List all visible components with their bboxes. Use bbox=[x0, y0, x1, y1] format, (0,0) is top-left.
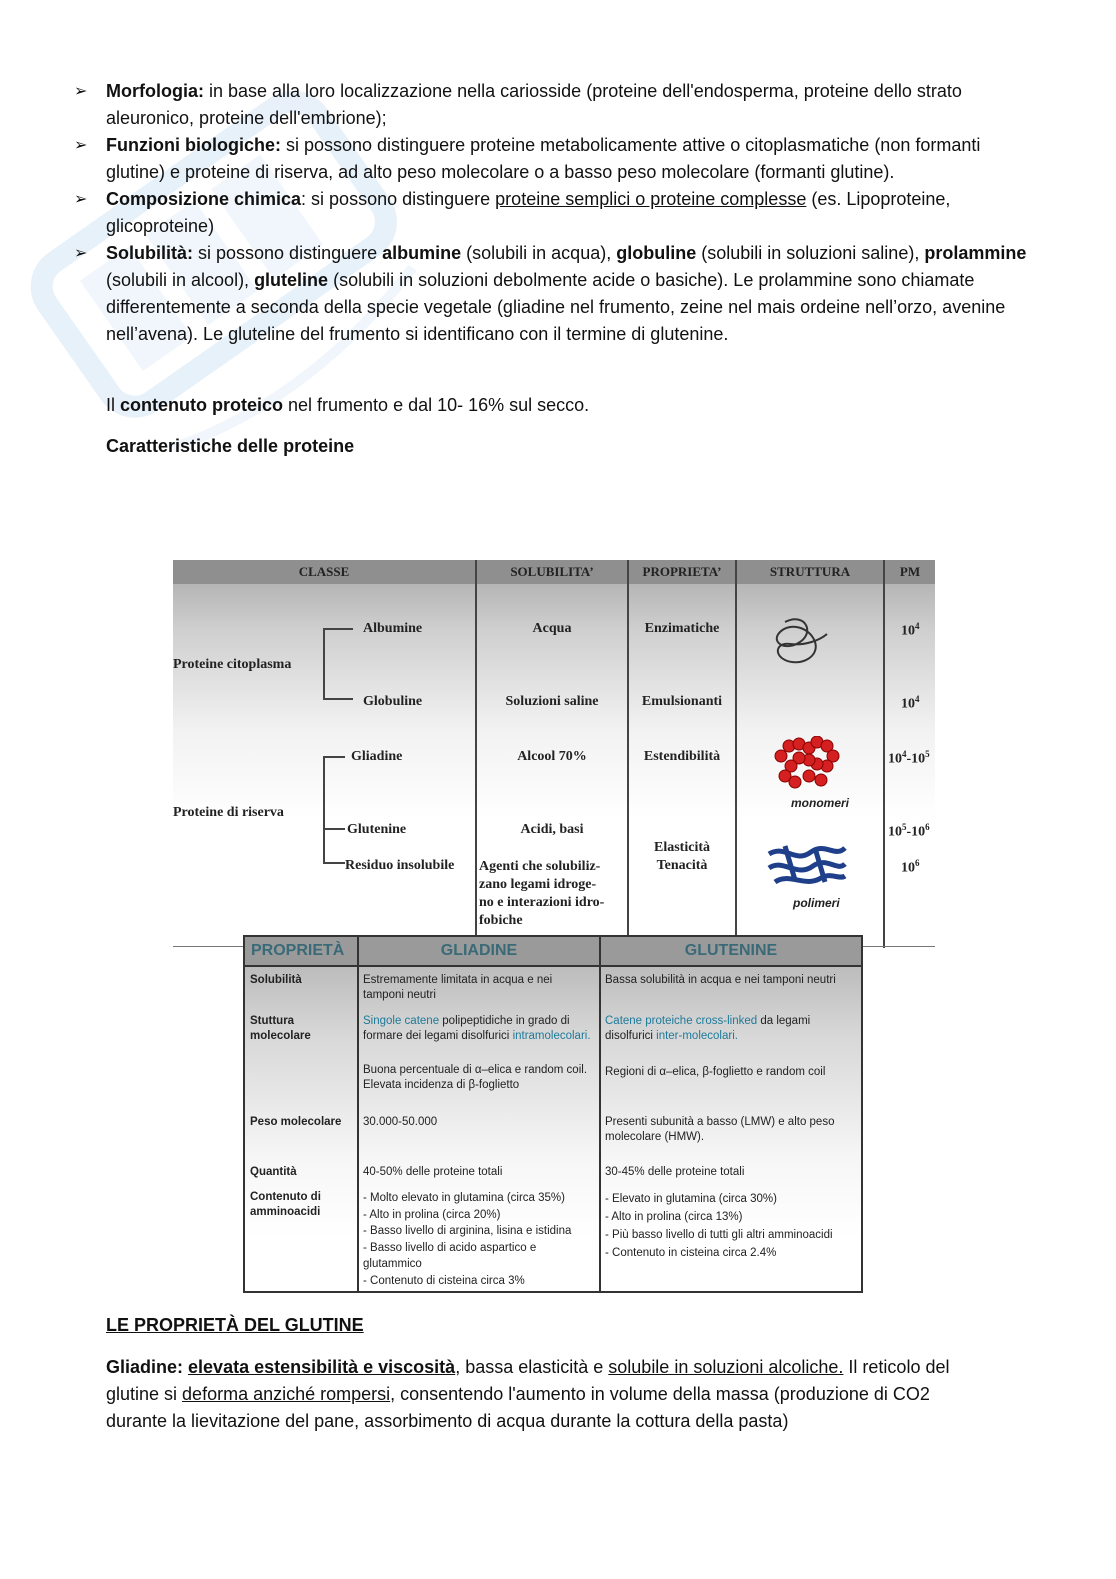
cell-gli-struttura: Singole catene polipeptidiche in grado di formare dei legami disolfurici intramolecolari. bbox=[363, 1015, 591, 1042]
bracket-tick bbox=[323, 756, 345, 758]
class-globuline: Globuline bbox=[363, 694, 423, 709]
arrow-bullet-icon: ➢ bbox=[74, 137, 88, 154]
class-residuo: Residuo insolubile bbox=[345, 858, 455, 873]
cell-glu-peso: Presenti subunità a basso (LMW) e alto peso molecolare (HMW). bbox=[605, 1116, 835, 1143]
section-title: Caratteristiche delle proteine bbox=[106, 436, 355, 456]
pm-residuo: $10^6$ bbox=[901, 858, 920, 876]
row-label-contenuto: Contenuto di amminoacidi bbox=[250, 1191, 321, 1218]
header-classe: CLASSE bbox=[298, 564, 350, 579]
cell-glu-contenuto: - Elevato in glutamina (circa 30%) - Alto in prolina (circa 13%) - Più basso livello di tutti gli altri amminoacidi - Contenuto in cisteina circa 2.4% bbox=[605, 1193, 833, 1259]
header-gliadine: GLIADINE bbox=[440, 942, 518, 959]
cell-gli-peso: 30.000-50.000 bbox=[363, 1116, 438, 1128]
label-polimeri: polimeri bbox=[793, 896, 840, 910]
arrow-bullet-icon: ➢ bbox=[74, 191, 88, 208]
header-proprieta: PROPRIETÀ bbox=[251, 942, 345, 959]
row-label-solubilita: Solubilità bbox=[250, 974, 302, 986]
glutine-title: LE PROPRIETÀ DEL GLUTINE bbox=[106, 1315, 364, 1335]
gliadine-paragraph: Gliadine: elevata estensibilità e viscosità, bassa elasticità e solubile in soluzioni alcoliche. Il reticolo del glutine si deforma anziché rompersi, consentendo l'aumento in volume della massa (produzione di CO2 durante la lievitazione del pane, assorbimento di acqua durante la cottura della pasta) bbox=[106, 1357, 950, 1431]
class-glutenine: Glutenine bbox=[347, 822, 407, 837]
pm-albumine: $10^4$ bbox=[901, 621, 920, 639]
column-divider bbox=[357, 937, 359, 1291]
column-divider bbox=[735, 560, 737, 948]
bracket-tick bbox=[323, 628, 353, 630]
arrow-bullet-icon: ➢ bbox=[74, 245, 88, 262]
label-monomeri: monomeri bbox=[791, 796, 850, 810]
bracket-tick bbox=[323, 862, 345, 864]
class-albumine: Albumine bbox=[363, 621, 423, 636]
sol-glutenine: Acidi, basi bbox=[520, 822, 584, 837]
prop-tenacita: Tenacità bbox=[656, 858, 708, 873]
header-glutenine: GLUTENINE bbox=[684, 942, 778, 959]
cell-gli-struttura-2: Buona percentuale di α–elica e random coil. Elevata incidenza di β-foglietto bbox=[363, 1064, 588, 1091]
column-divider bbox=[599, 937, 601, 1291]
prop-albumine: Enzimatiche bbox=[644, 621, 720, 636]
bracket-citoplasma bbox=[323, 628, 325, 698]
sol-albumine: Acqua bbox=[532, 621, 572, 636]
header-proprieta: PROPRIETA’ bbox=[642, 564, 722, 579]
class-gliadine: Gliadine bbox=[351, 749, 403, 764]
row-label-quantita: Quantità bbox=[250, 1166, 297, 1178]
sol-residuo: Agenti che solubiliz- zano legami idroge- no e interazioni idro- fobiche bbox=[479, 859, 605, 928]
prop-gliadine: Estendibilità bbox=[643, 749, 721, 764]
cell-glu-solubilita: Bassa solubilità in acqua e nei tamponi neutri bbox=[605, 974, 836, 986]
arrow-bullet-icon: ➢ bbox=[74, 83, 88, 100]
cell-glu-struttura-2: Regioni di α–elica, β-foglietto e random coil bbox=[605, 1066, 826, 1078]
row-label-struttura: Stuttura molecolare bbox=[250, 1015, 311, 1042]
row-label-peso: Peso molecolare bbox=[250, 1116, 342, 1128]
gliadine-glutenine-table bbox=[243, 935, 863, 1293]
bracket-tick bbox=[323, 698, 353, 700]
list-item: ➢ Solubilità: si possono distinguere albumine (solubili in acqua), globuline (solubili in soluzioni saline), prolammine (solubili in alcool), gluteline (solubili in soluzioni debolmente acide o basiche). Le prolammine sono chiamate differentemente a seconda della specie vegetale (gliadine nel frumento, zeine nel mais ordeine nell’orzo, avenine nell’avena). Le gluteline del frumento si identificano con il termine di glutenine. bbox=[74, 240, 1034, 348]
prop-globuline: Emulsionanti bbox=[641, 694, 723, 709]
header-solubilita: SOLUBILITA’ bbox=[510, 564, 594, 579]
list-item: ➢ Funzioni biologiche: si possono distinguere proteine metabolicamente attive o citoplasmatiche (non formanti glutine) e proteine di riserva, ad alto peso molecolare o a basso peso molecolare (formanti glutine). bbox=[74, 132, 1034, 186]
cell-glu-struttura: Catene proteiche cross-linked da legami disolfurici inter-molecolari. bbox=[605, 1015, 811, 1042]
cell-gli-contenuto: - Molto elevato in glutamina (circa 35%) - Alto in prolina (circa 20%) - Basso livello di arginina, lisina e istidina - Basso livello di acido aspartico e glutammico - Contenuto di cisteina circa 3% bbox=[363, 1192, 572, 1287]
list-item: ➢ Composizione chimica: si possono distinguere proteine semplici o proteine complesse (es. Lipoproteine, glicoproteine) bbox=[74, 186, 1034, 240]
monomer-structure-icon bbox=[769, 736, 849, 796]
cell-gli-quantita: 40-50% delle proteine totali bbox=[363, 1166, 503, 1178]
pm-globuline: $10^4$ bbox=[901, 694, 920, 712]
header-struttura: STRUTTURA bbox=[769, 564, 851, 579]
column-divider bbox=[883, 560, 885, 948]
bracket-tick bbox=[323, 828, 345, 830]
pm-gliadine: $10^4-10^5$ bbox=[888, 749, 930, 767]
list-item: ➢ Morfologia: in base alla loro localizzazione nella cariosside (proteine dell'endosperma, proteine dello strato aleuronico, proteine dell'embrione); bbox=[74, 78, 1034, 132]
bracket-riserva bbox=[323, 756, 325, 862]
group-citoplasma: Proteine citoplasma bbox=[173, 657, 292, 672]
classification-list bbox=[74, 78, 1034, 348]
sol-gliadine: Alcool 70% bbox=[517, 749, 587, 764]
polymer-structure-icon bbox=[765, 840, 849, 890]
pm-glutenine: $10^5-10^6$ bbox=[888, 822, 930, 840]
sol-globuline: Soluzioni saline bbox=[505, 694, 599, 709]
cell-gli-solubilita: Estremamente limitata in acqua e nei tamponi neutri bbox=[363, 974, 553, 1001]
header-pm: PM bbox=[899, 564, 921, 579]
protein-content-paragraph: Il contenuto proteico nel frumento e dal 10- 16% sul secco. bbox=[106, 395, 590, 415]
protein-class-table bbox=[173, 560, 935, 948]
prop-elasticita: Elasticità bbox=[654, 840, 710, 855]
group-riserva: Proteine di riserva bbox=[173, 805, 284, 820]
coil-structure-icon bbox=[765, 612, 835, 672]
cell-glu-quantita: 30-45% delle proteine totali bbox=[605, 1166, 745, 1178]
